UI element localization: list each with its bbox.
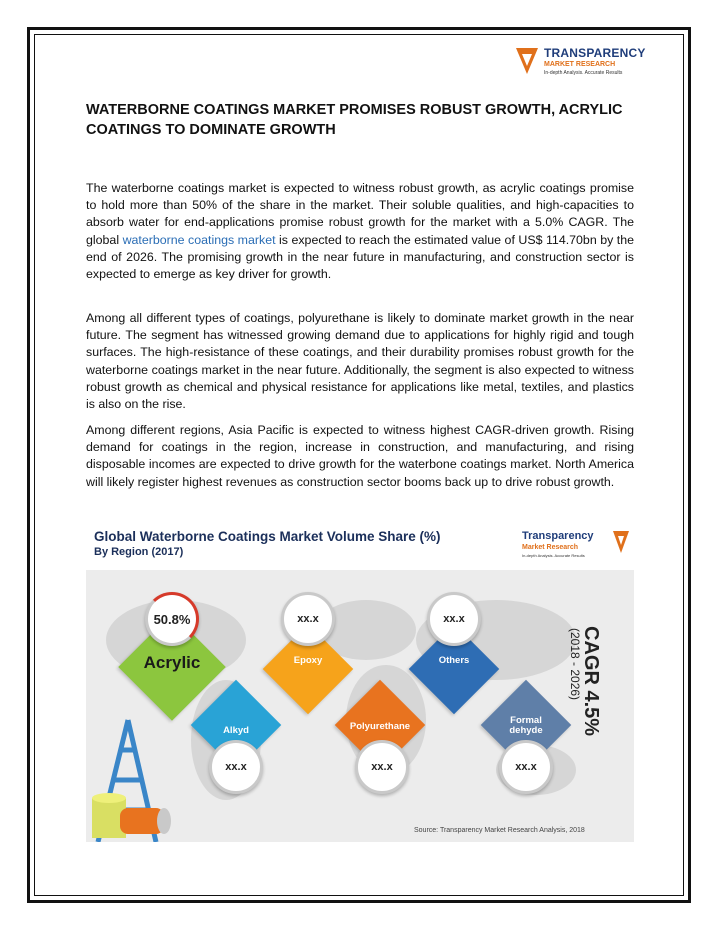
segment-alkyd-label: Alkyd (223, 725, 249, 736)
infographic (86, 518, 634, 842)
waterborne-coatings-market-link[interactable]: waterborne coatings market (122, 232, 276, 247)
brand-logo-icon (612, 530, 630, 554)
logo-line-2: MARKET RESEARCH (544, 61, 616, 68)
segment-formaldehyde-label: Formal dehyde (509, 715, 543, 736)
infographic-source: Source: Transparency Market Research Analysis, 2018 (414, 827, 585, 834)
brand-tagline: In-depth Analysis. Accurate Results (522, 553, 585, 558)
segment-formaldehyde-value: xx.x (499, 740, 553, 794)
paragraph-2: Among all different types of coatings, polyurethane is likely to dominate market growth in the near future. The segment has witnessed growing demand due to applications for highly rigid and tough surfaces. The high-resistance of these coatings, and their durability promises robust growth for the waterborne coatings market in the near future. Additionally, the segment is also expected to witness robust growth as chemical and physical resistance for applications like metal, textiles, and plastics is also on the rise. (86, 311, 634, 412)
segment-polyurethane-label: Polyurethane (349, 721, 411, 732)
cagr-value: CAGR 4.5% (580, 626, 602, 737)
paragraph-3: Among different regions, Asia Pacific is expected to witness highest CAGR-driven growth. Rising demand for coatings in the region, increase in construction, and manufacturing, and rising disposable incomes are expected to drive growth for the waterbone coatings market. North America will likely register highest revenues as construction sector booms back up to drive robust growth. (86, 423, 634, 489)
page-title: WATERBORNE COATINGS MARKET PROMISES ROBUST GROWTH, ACRYLIC COATINGS TO DOMINATE GROWTH (86, 102, 623, 138)
paragraph-1-text-b: is expected to reach the estimated value of US$ 114.70bn by the end of 2026. The promising growth in the near future in manufacturing, and construction sector is expected to emerge as key driver for growth. (86, 232, 634, 282)
logo-line-1: TRANSPARENCY (544, 46, 646, 60)
infographic-header (86, 518, 634, 570)
tmr-logo-icon (514, 46, 540, 76)
segment-others-value: xx.x (427, 592, 481, 646)
segment-epoxy-value: xx.x (281, 592, 335, 646)
cagr-period: (2018 - 2026) (568, 628, 582, 701)
infographic-title: Global Waterborne Coatings Market Volume Share (%) (94, 529, 441, 544)
segment-acrylic-label: Acrylic (143, 653, 201, 672)
infographic-brand (522, 530, 634, 570)
segment-alkyd-value: xx.x (209, 740, 263, 794)
segment-acrylic-value: 50.8% (145, 592, 199, 646)
paragraph-1 (86, 180, 634, 283)
paragraph-1-text-a: The waterborne coatings market is expected to witness robust growth, as acrylic coatings promise to hold more than 50% of the share in the market. Their soluble qualities, and high-capacities to absorb water for end-applications promise robust growth for the market with a 5.0% CAGR. The global (86, 181, 634, 247)
segment-epoxy-label: Epoxy (293, 655, 323, 666)
cagr-callout (568, 570, 634, 737)
infographic-subtitle: By Region (2017) (94, 546, 184, 558)
brand-line-2: Market Research (522, 544, 579, 551)
segment-others-label: Others (438, 655, 470, 666)
segment-polyurethane-value: xx.x (355, 740, 409, 794)
logo-tagline: In-depth Analysis. Accurate Results (544, 70, 623, 76)
header-logo (514, 44, 654, 84)
brand-line-1: Transparency (522, 530, 594, 542)
paint-can-illustration (92, 793, 171, 838)
